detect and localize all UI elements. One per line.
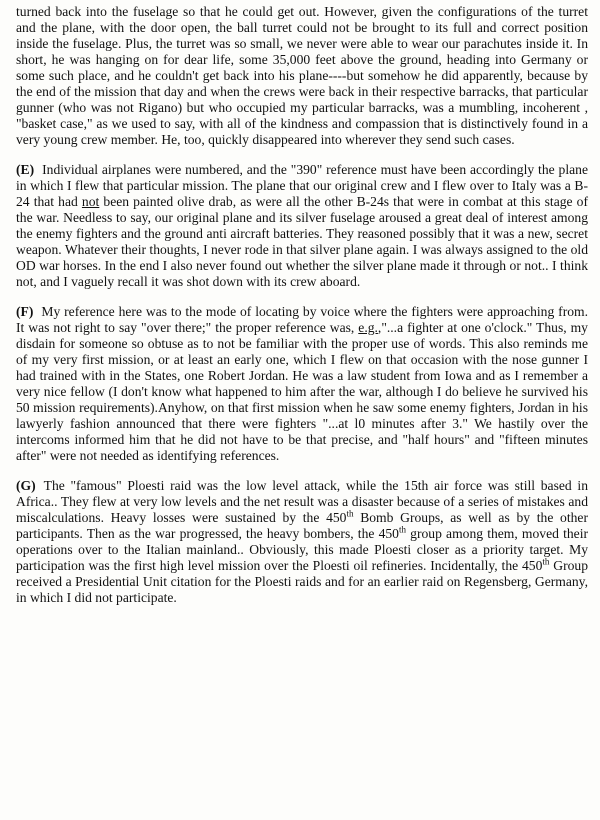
paragraph-label: (G) xyxy=(16,478,36,493)
text-run: turned back into the fuselage so that he could get out. However, given the configurations of the turret and the plane, with the door open, the ball turret could not be brought to its full and correct position inside the fuselage. Plus, the turret was so small, we never were able to wear our parachutes inside it. In short, he was hanging on for dear life, some 35,000 feet above the ground, heading into Germany or some such place, and he couldn't get back into his plane----but somehow he did apparently, because by the end of the mission that day and when the crews were back in their respective barracks, that particular gunner (who was not Rigano) but who occupied my particular barracks, was a mumbling, incoherent , "basket case," as we used to say, with all of the kindness and compassion that is distinctively found in a very young crew member. He, too, quickly disappeared into wherever they send such cases. xyxy=(16,4,588,147)
text-run: ,"...a fighter at one o'clock." Thus, my disdain for someone so obtuse as to not be familiar with the proper use of words. This also reminds me of my very first mission, or at least an early one, which I flew on that occasion with the nose gunner I had trained with in the States, one Robert Jordan. He was a law student from Iowa and as I remember a very nice fellow (I don't know what happened to him after the war, although I do believe he survived his 50 mission requirements).Anyhow, on that first mission when he saw some enemy fighters, Jordan in his lawyerly fashion announced that there were fighters "...at l0 minutes after 3." We hastily over the intercoms informed him that he did not have to be that precise, and "half hours" and "fifteen minutes after" were not needed as identifying references. xyxy=(16,320,588,463)
text-run: group among them, moved their operations over to the Italian mainland.. Obviously, this made Ploesti closer as a priority target. My participation was the first high level mission over the Ploesti oil refineries. Incidentally, the 450 xyxy=(16,526,588,573)
paragraph-e xyxy=(16,162,588,290)
paragraph-g xyxy=(16,478,588,606)
text-run: Group received a Presidential Unit citation for the Ploesti raids and for an earlier raid on Regensberg, Germany, in which I did not participate. xyxy=(16,558,588,605)
underlined-text: not xyxy=(81,194,100,209)
paragraph-continuation xyxy=(16,4,588,148)
text-run: Individual airplanes were numbered, and the "390" reference must have been accordingly the plane in which I flew that particular mission. The plane that our original crew and I flew over to Italy was a B-24 that had xyxy=(16,162,588,209)
paragraph-label: (E) xyxy=(16,162,35,177)
text-run: Bomb Groups, as well as by the other participants. Then as the war progressed, the heavy bombers, the 450 xyxy=(16,510,588,541)
text-run: My reference here was to the mode of locating by voice where the fighters were approaching from. It was not right to say "over there;" the proper reference was, xyxy=(16,304,588,335)
superscript: th xyxy=(398,524,406,535)
paragraph-label: (F) xyxy=(16,304,34,319)
paragraph-f xyxy=(16,304,588,464)
text-run: been painted olive drab, as were all the other B-24s that were in combat at this stage of the war. Needless to say, our original plane and its silver fuselage aroused a great deal of interest among the enemy fighters and the ground anti aircraft batteries. They reasoned possibly that it was a new, secret weapon. Whatever their thoughts, I never rode in that silver plane again. I was always assigned to the old OD war horses. In the end I also never found out whether the silver plane made it through or not.. I think not, and I vaguely recall it was shot down with its crew aboard. xyxy=(16,194,588,289)
superscript: th xyxy=(346,508,354,519)
superscript: th xyxy=(542,556,550,567)
underlined-text: e.g. xyxy=(358,320,378,335)
text-run: The "famous" Ploesti raid was the low level attack, while the 15th air force was still based in Africa.. They flew at very low levels and the net result was a disaster because of a series of mistakes and miscalculations. Heavy losses were sustained by the 450 xyxy=(16,478,588,525)
